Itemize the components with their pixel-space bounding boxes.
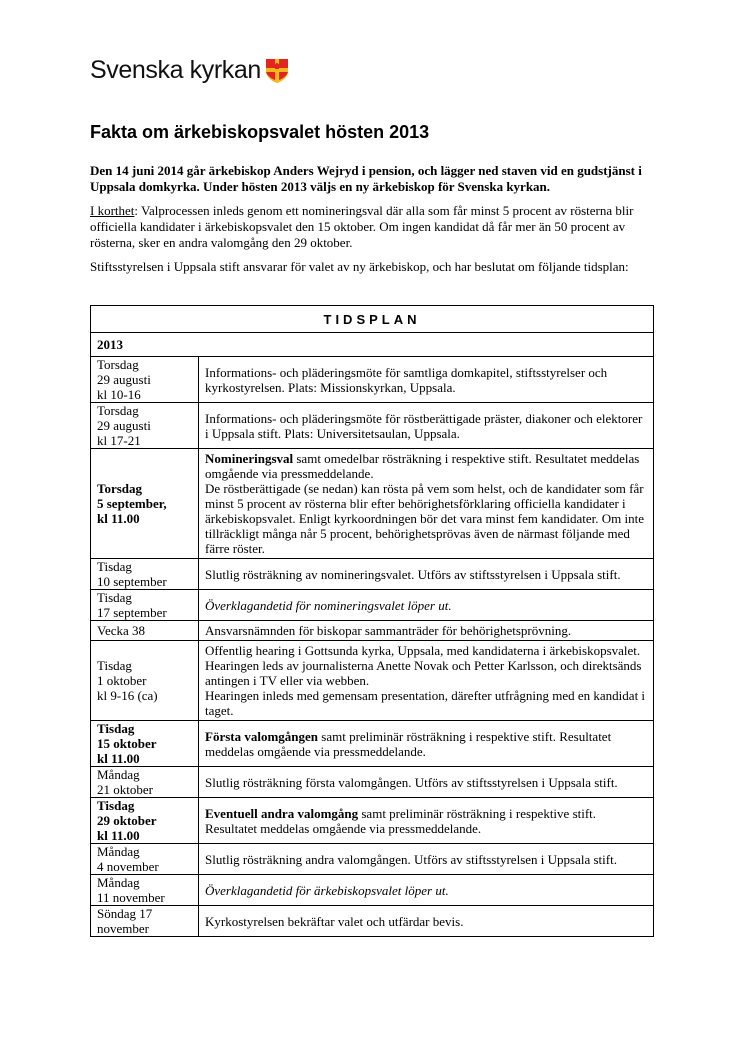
schedule-date — [91, 875, 199, 906]
schedule-event-text: Offentlig hearing i Gottsunda kyrka, Uppsala, med kandidaterna i ärkebiskopsvalet. Hearingen leds av journalisterna Anette Novak och Petter Karlsson, och direktsänds antingen i TV eller via webben. Hearingen inleds med gemensam presentation, därefter utfrågning med en kandidat i taget. — [205, 643, 646, 718]
schedule-date — [91, 357, 199, 403]
schedule-event-text: samt preliminär rösträkning i respektive stift. Resultatet meddelas omgående via pressmeddelande. — [205, 728, 612, 759]
schedule-date — [91, 403, 199, 449]
board-paragraph: Stiftsstyrelsen i Uppsala stift ansvarar för valet av ny ärkebiskop, och har beslutat om följande tidsplan: — [90, 259, 629, 274]
schedule-date-line: Tisdag — [97, 721, 135, 736]
schedule-row — [91, 641, 654, 721]
logo — [90, 56, 289, 85]
schedule-event-text: samt omedelbar rösträkning i respektive stift. Resultatet meddelas omgående via pressmeddelande. De röstberättigade (se nedan) kan rösta på vem som helst, och de kandidater som får minst 5 procent av rösterna blir efter behörighetsförklaring officiella kandidater i ärkebiskopsvalet. Enligt kyrkoordningen bör det vara minst fem kandidater. Om inte tillräckligt många når 5 procent, behörighetsprövas även de närmast följande med färre röster. — [205, 451, 645, 556]
schedule-date — [91, 641, 199, 721]
schedule-year: 2013 — [91, 333, 654, 357]
schedule-date — [91, 798, 199, 844]
schedule-description — [199, 798, 654, 844]
schedule-date-line: Tisdag — [97, 559, 132, 574]
schedule-description — [199, 403, 654, 449]
summary-lead: I korthet — [90, 203, 135, 218]
schedule-date-line: Söndag 17 — [97, 906, 153, 921]
schedule-event-text: Slutlig rösträkning första valomgången. Utförs av stiftsstyrelsen i Uppsala stift. — [205, 774, 618, 790]
schedule-event-text: Ansvarsnämnden för biskopar sammanträder för behörighetsprövning. — [205, 623, 572, 638]
schedule-date-line: Tisdag — [97, 590, 132, 605]
schedule-description — [199, 357, 654, 403]
schedule-row — [91, 906, 654, 937]
schedule-table — [90, 305, 654, 937]
logo-text: Svenska kyrkan — [90, 56, 261, 84]
schedule-description — [199, 875, 654, 906]
schedule-date-line: 17 september — [97, 605, 167, 620]
schedule-date-line: Tisdag — [97, 798, 135, 813]
schedule-row — [91, 621, 654, 641]
schedule-date-line: 29 augusti — [97, 372, 151, 387]
schedule-date-line: 29 augusti — [97, 418, 151, 433]
schedule-event-text: Slutlig rösträkning andra valomgången. Utförs av stiftsstyrelsen i Uppsala stift. — [205, 851, 617, 867]
schedule-date — [91, 559, 199, 590]
schedule-description — [199, 906, 654, 937]
schedule-row — [91, 559, 654, 590]
shield-cross-icon — [265, 58, 289, 84]
schedule-date-line: Tisdag — [97, 658, 132, 673]
schedule-event-text: Överklagandetid för ärkebiskopsvalet löper ut. — [205, 882, 449, 898]
schedule-date-line: 4 november — [97, 859, 159, 874]
schedule-event-text: Informations- och pläderingsmöte för samtliga domkapitel, stiftsstyrelser och kyrkostyrelsen. Plats: Missionskyrkan, Uppsala. — [205, 364, 608, 395]
schedule-date-line: Måndag — [97, 875, 140, 890]
schedule-date-line: kl 11.00 — [97, 511, 140, 526]
schedule-date-line: Torsdag — [97, 481, 143, 496]
schedule-event-name: Första valomgången — [205, 728, 319, 744]
schedule-event-text: Kyrkostyrelsen bekräftar valet och utfärdar bevis. — [205, 913, 464, 929]
schedule-date-line: 11 november — [97, 890, 165, 905]
schedule-description — [199, 590, 654, 621]
schedule-event-text: Överklagandetid för nomineringsvalet löper ut. — [205, 597, 452, 613]
schedule-date-line: kl 11.00 — [97, 751, 140, 766]
schedule-date-line: kl 10-16 — [97, 387, 141, 402]
summary-text: : Valprocessen inleds genom ett nomineringsval där alla som får minst 5 procent av rösterna blir officiella kandidater i ärkebiskopsvalet den 15 oktober. Om ingen kandidat då får mer än 50 procent av rösterna, sker en andra valomgång den 29 oktober. — [90, 203, 634, 250]
schedule-date-line: Måndag — [97, 844, 140, 859]
schedule-row — [91, 798, 654, 844]
schedule-date — [91, 721, 199, 767]
schedule-description — [199, 621, 654, 641]
schedule-row — [91, 449, 654, 559]
schedule-description — [199, 559, 654, 590]
schedule-date-line: Vecka 38 — [97, 623, 146, 638]
schedule-date-line: Torsdag — [97, 357, 139, 372]
schedule-description — [199, 721, 654, 767]
schedule-date-line: 15 oktober — [97, 736, 157, 751]
schedule-event-text: samt preliminär rösträkning i respektive stift. Resultatet meddelas omgående via pressmeddelande. — [205, 805, 597, 836]
schedule-description — [199, 767, 654, 798]
schedule-date-line: november — [97, 921, 149, 936]
schedule-heading: TIDSPLAN — [91, 306, 654, 333]
schedule-event-text: Informations- och pläderingsmöte för röstberättigade präster, diakoner och elektorer i Uppsala stift. Plats: Universitetsaulan, Uppsala. — [205, 410, 643, 441]
document-title: Fakta om ärkebiskopsvalet hösten 2013 — [90, 122, 430, 142]
schedule-date-line: Måndag — [97, 767, 140, 782]
schedule-date-line: 10 september — [97, 574, 167, 589]
schedule-row — [91, 590, 654, 621]
schedule-date-line: Torsdag — [97, 403, 139, 418]
schedule-row — [91, 721, 654, 767]
schedule-date — [91, 590, 199, 621]
schedule-event-text: Slutlig rösträkning av nomineringsvalet. Utförs av stiftsstyrelsen i Uppsala stift. — [205, 566, 621, 582]
schedule-event-name: Eventuell andra valomgång — [205, 805, 359, 821]
schedule-date-line: 5 september, — [97, 496, 167, 511]
schedule-date-line: 29 oktober — [97, 813, 157, 828]
schedule-date — [91, 449, 199, 559]
schedule-description — [199, 641, 654, 721]
schedule-row — [91, 844, 654, 875]
schedule-row — [91, 875, 654, 906]
schedule-date — [91, 621, 199, 641]
schedule-date-line: kl 9-16 (ca) — [97, 688, 158, 703]
schedule-row — [91, 403, 654, 449]
schedule-date-line: kl 17-21 — [97, 433, 141, 448]
summary-paragraph — [90, 203, 656, 251]
schedule-date-line: 21 oktober — [97, 782, 153, 797]
schedule-row — [91, 357, 654, 403]
schedule-row — [91, 767, 654, 798]
intro-paragraph: Den 14 juni 2014 går ärkebiskop Anders Wejryd i pension, och lägger ned staven vid en gudstjänst i Uppsala domkyrka. Under hösten 2013 väljs en ny ärkebiskop för Svenska kyrkan. — [90, 163, 642, 194]
schedule-description — [199, 449, 654, 559]
schedule-date-line: 1 oktober — [97, 673, 147, 688]
schedule-date — [91, 906, 199, 937]
schedule-description — [199, 844, 654, 875]
schedule-date — [91, 767, 199, 798]
schedule-event-name: Nomineringsval — [205, 451, 294, 466]
schedule-date-line: kl 11.00 — [97, 828, 140, 843]
schedule-date — [91, 844, 199, 875]
